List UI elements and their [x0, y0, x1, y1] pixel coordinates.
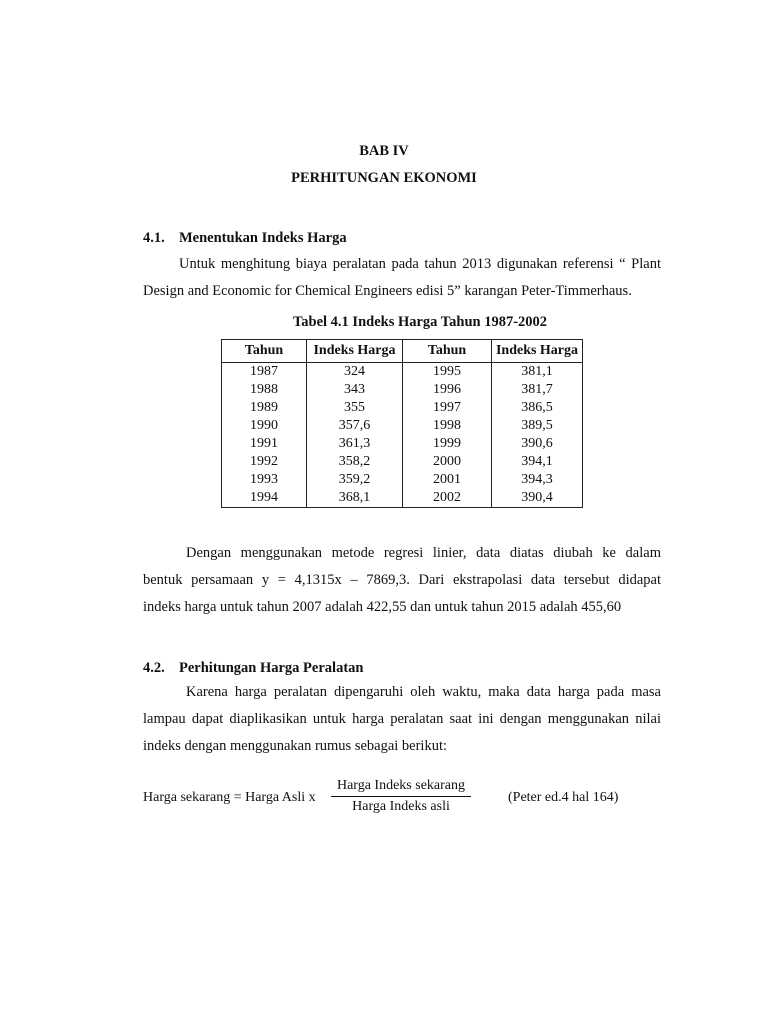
table-cell: 1990 [222, 417, 307, 435]
header-year-1: Tahun [222, 340, 307, 363]
table-cell: 2001 [403, 471, 492, 489]
section-2-number: 4.2. [143, 660, 165, 676]
table-cell: 1999 [403, 435, 492, 453]
formula-reference: (Peter ed.4 hal 164) [508, 790, 619, 805]
table-row [222, 489, 583, 508]
table-cell: 357,6 [307, 417, 403, 435]
formula-numerator: Harga Indeks sekarang [336, 778, 466, 793]
table-cell: 1987 [222, 363, 307, 382]
table-cell: 386,5 [492, 399, 583, 417]
table-row [222, 363, 583, 382]
table-cell: 1998 [403, 417, 492, 435]
intro-line-2: Design and Economic for Chemical Engineers edisi 5” karangan Peter-Timmerhaus. [143, 283, 632, 299]
header-year-2: Tahun [403, 340, 492, 363]
body-line-2: lampau dapat diaplikasikan untuk harga peralatan saat ini dengan menggunakan nilai [143, 711, 661, 727]
table-cell: 343 [307, 381, 403, 399]
table-row [222, 381, 583, 399]
section-2-heading [143, 660, 363, 677]
section-1-heading [143, 230, 347, 247]
table-cell: 1995 [403, 363, 492, 382]
regression-paragraph [143, 540, 661, 621]
table-caption: Tabel 4.1 Indeks Harga Tahun 1987-2002 [292, 314, 548, 330]
table-cell: 355 [307, 399, 403, 417]
table-cell: 368,1 [307, 489, 403, 508]
table-cell: 1989 [222, 399, 307, 417]
table-cell: 324 [307, 363, 403, 382]
table-cell: 2000 [403, 453, 492, 471]
table-cell: 1993 [222, 471, 307, 489]
table-cell: 1988 [222, 381, 307, 399]
regression-line-3: indeks harga untuk tahun 2007 adalah 422,55 dan untuk tahun 2015 adalah 455,60 [143, 599, 622, 615]
table-cell: 381,1 [492, 363, 583, 382]
table-cell: 1991 [222, 435, 307, 453]
table-row [222, 471, 583, 489]
chapter-title: PERHITUNGAN EKONOMI [291, 170, 477, 186]
table-cell: 1994 [222, 489, 307, 508]
regression-line-2: bentuk persamaan y = 4,1315x – 7869,3. Dari ekstrapolasi data tersebut didapat [143, 572, 661, 588]
section-1-number: 4.1. [143, 230, 165, 246]
table-cell: 359,2 [307, 471, 403, 489]
table-row [222, 453, 583, 471]
table-row [222, 417, 583, 435]
formula-fraction [331, 778, 471, 815]
body-line-3: indeks dengan menggunakan rumus sebagai berikut: [143, 738, 448, 754]
formula-lhs: Harga sekarang = Harga Asli x [143, 790, 316, 805]
table-header-row [222, 340, 583, 363]
table-row [222, 435, 583, 453]
table-cell: 2002 [403, 489, 492, 508]
header-index-1: Indeks Harga [307, 340, 403, 363]
table-cell: 1996 [403, 381, 492, 399]
table-cell: 394,3 [492, 471, 583, 489]
table-cell: 394,1 [492, 453, 583, 471]
header-index-2: Indeks Harga [492, 340, 583, 363]
section-2-title: Perhitungan Harga Peralatan [179, 660, 364, 676]
regression-line-1: Dengan menggunakan metode regresi linier, data diatas diubah ke dalam [186, 545, 661, 561]
table-cell: 381,7 [492, 381, 583, 399]
table-cell: 361,3 [307, 435, 403, 453]
section-1-intro [143, 251, 661, 305]
table-cell: 390,4 [492, 489, 583, 508]
table-cell: 358,2 [307, 453, 403, 471]
section-2-body [143, 679, 661, 760]
table-cell: 1997 [403, 399, 492, 417]
table-cell: 1992 [222, 453, 307, 471]
table-cell: 390,6 [492, 435, 583, 453]
formula-denominator: Harga Indeks asli [352, 799, 450, 814]
table-row [222, 399, 583, 417]
table-cell: 389,5 [492, 417, 583, 435]
price-formula [143, 778, 643, 822]
chapter-label: BAB IV [359, 143, 409, 159]
intro-line-1: Untuk menghitung biaya peralatan pada tahun 2013 digunakan referensi “ Plant [179, 256, 661, 272]
section-1-title: Menentukan Indeks Harga [179, 230, 347, 246]
body-line-1: Karena harga peralatan dipengaruhi oleh waktu, maka data harga pada masa [186, 684, 661, 700]
price-index-table [221, 339, 583, 508]
